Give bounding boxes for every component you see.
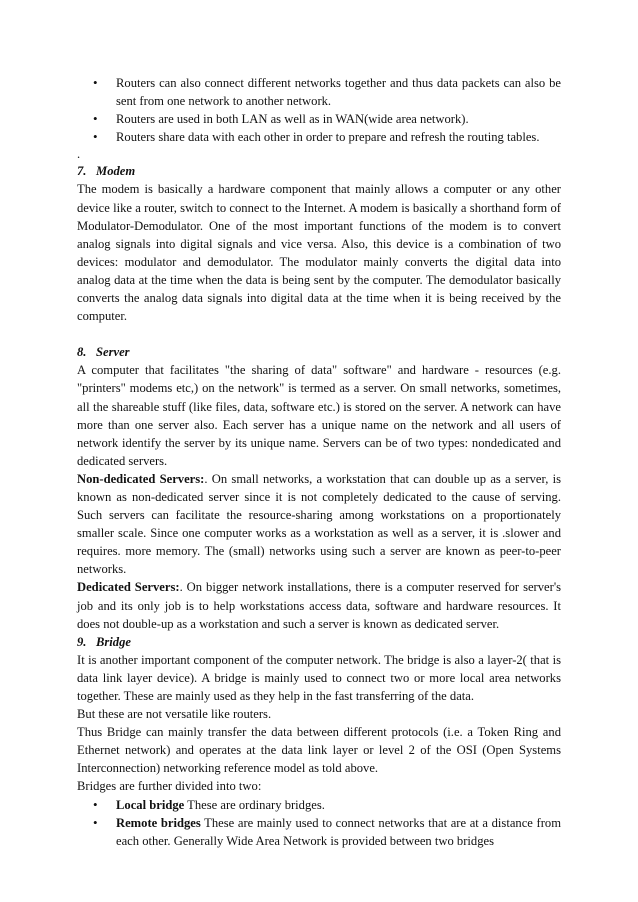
bridge-paragraph: It is another important component of the computer network. The bridge is also a layer-2( that is data link layer device). A bridge is mainly used to connect two or more local area networks together. These are mainly used as they help in the fast transferring of the data. (77, 652, 561, 703)
section-heading-server (77, 343, 561, 361)
stray-dot: . (77, 147, 81, 162)
section-gap (77, 325, 561, 343)
bridge-paragraph: But these are not versatile like routers. (77, 707, 272, 722)
section-heading-bridge (77, 633, 561, 651)
section-number: 8. (77, 345, 87, 360)
term-label: Non-dedicated Servers: (77, 471, 205, 486)
section-heading-modem (77, 162, 561, 180)
router-bullet-list (77, 74, 561, 146)
section-number: 7. (77, 164, 87, 179)
bridge-types-list (77, 796, 561, 850)
list-item: • Routers can also connect different networks together and thus data packets can also be sent from one network to another network. (77, 74, 561, 110)
term-text: These are mainly used to connect networks that are at a distance from each other. Generally Wide Area Network is provided between two bridges (116, 815, 561, 848)
list-item (77, 814, 561, 850)
term-label: Dedicated Servers: (77, 580, 180, 595)
bridge-paragraph: Bridges are further divided into two: (77, 779, 262, 794)
dedicated-server-paragraph (77, 578, 561, 632)
term-text: These are ordinary bridges. (184, 797, 325, 812)
server-paragraph: A computer that facilitates "the sharing of data" software" and hardware - resources (e.g. "printers" modems etc,) on the network" is termed as a server. On small networks, sometimes, all the shareable stuff (like files, data, software etc.) is stored on the server. A network can have more than one server also. Each server has a unique name on the network and all users of network identify the server by its unique name. Servers can be of two types: nondedicated and dedicated servers. (77, 363, 561, 468)
term-text: . On bigger network installations, there is a computer reserved for server's job and its only job is to help workstations access data, software and hardware resources. It does not double-up as a workstation and such a server is known as dedicated server. (77, 580, 562, 631)
term-label: Local bridge (116, 797, 185, 812)
section-title: Server (96, 345, 130, 360)
bridge-paragraph: Thus Bridge can mainly transfer the data between different protocols (i.e. a Token Ring and Ethernet network) and operates at the data link layer or level 2 of the OSI (Open Systems Interconnection) networking reference model as told above. (77, 725, 561, 776)
section-title: Bridge (96, 634, 131, 649)
section-number: 9. (77, 634, 87, 649)
list-item: • Routers are used in both LAN as well as in WAN(wide area network). (77, 110, 561, 128)
section-title: Modem (96, 164, 136, 179)
nondedicated-server-paragraph (77, 470, 561, 579)
modem-paragraph: The modem is basically a hardware component that mainly allows a computer or any other device like a router, switch to connect to the Internet. A modem is basically a shorthand form of Modulator-Demodulator. One of the most important functions of the modem is to convert analog signals into digital signals and vice versa. Also, this device is a combination of two devices: modulator and demodulator. The modulator mainly converts the digital data into analog data at the time when the data is being sent by the computer. The demodulator basically converts the analog data signals into digital data at the time when it is being received by the computer. (77, 182, 561, 324)
list-item (77, 796, 561, 814)
term-label: Remote bridges (116, 815, 201, 830)
list-item: • Routers share data with each other in order to prepare and refresh the routing tables. (77, 128, 561, 146)
term-text: . On small networks, a workstation that can double up as a server, is known as non-dedicated server since it is not completely dedicated to the cause of serving. Such servers can facilitate the resource-sharing among workstations on a proportionately smaller scale. Since one computer works as a workstation as well as a server, it is .slower and requires. more memory. The (small) networks using such a server are known as peer-to-peer networks. (77, 471, 561, 577)
